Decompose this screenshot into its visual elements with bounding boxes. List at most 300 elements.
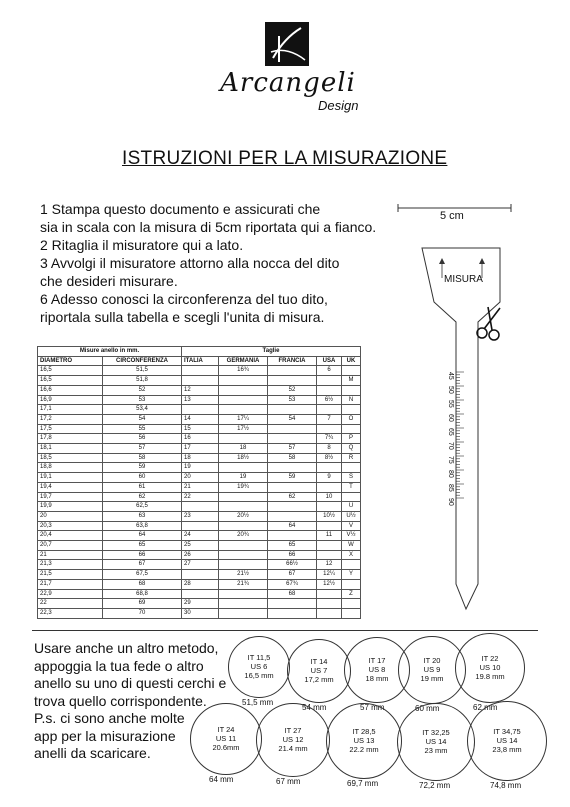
table-cell: O: [342, 414, 361, 424]
table-cell: 53: [103, 395, 182, 405]
circle-us: US 11: [215, 734, 237, 743]
circle-it: IT 14: [310, 657, 328, 666]
ring-size-circle: [256, 703, 330, 777]
ring-size-circle: [467, 701, 547, 781]
table-row: [38, 560, 361, 570]
table-cell: [317, 376, 342, 386]
table-cell: [342, 366, 361, 376]
table-cell: 19: [182, 463, 219, 473]
table-cell: 30: [182, 608, 219, 618]
circle-circumference: 72,2 mm: [419, 781, 451, 790]
table-cell: [182, 589, 219, 599]
table-row: [38, 511, 361, 521]
table-cell: 57: [268, 444, 317, 454]
table-cell: 21,3: [38, 560, 103, 570]
table-cell: 19,1: [38, 473, 103, 483]
table-cell: 65: [103, 541, 182, 551]
table-cell: 21½: [219, 570, 268, 580]
table-cell: 18,8: [38, 463, 103, 473]
circle-circumference: 62 mm: [473, 703, 498, 712]
table-row: [38, 550, 361, 560]
table-cell: 53: [268, 395, 317, 405]
table-cell: [219, 608, 268, 618]
circle-circumference: 69,7 mm: [347, 779, 379, 788]
circle-us: US 8: [368, 665, 386, 674]
column-header: USA: [317, 356, 342, 366]
table-group-header: Misure anello in mm.: [38, 347, 182, 357]
table-cell: [268, 376, 317, 386]
table-cell: 21,5: [38, 570, 103, 580]
table-cell: [317, 405, 342, 415]
table-cell: 64: [103, 531, 182, 541]
table-cell: P: [342, 434, 361, 444]
table-cell: 14: [182, 414, 219, 424]
circle-diam: 23 mm: [424, 746, 448, 755]
table-cell: 18: [219, 444, 268, 454]
ruler-tick-label: 75: [447, 456, 454, 464]
table-cell: 51,8: [103, 376, 182, 386]
table-cell: 17½: [219, 424, 268, 434]
table-cell: [268, 608, 317, 618]
table-cell: 67,5: [103, 570, 182, 580]
table-cell: 51,5: [103, 366, 182, 376]
ruler-tick-label: 50: [447, 386, 454, 394]
circle-circumference: 64 mm: [209, 775, 234, 784]
ring-size-circle: [455, 633, 525, 703]
ruler-tick-label: 80: [447, 470, 454, 478]
table-cell: 6½: [317, 395, 342, 405]
table-cell: 8: [317, 444, 342, 454]
table-cell: 16: [182, 434, 219, 444]
table-row: [38, 405, 361, 415]
table-cell: 13: [182, 395, 219, 405]
table-cell: 52: [268, 385, 317, 395]
table-cell: V: [342, 521, 361, 531]
step-line: 3 Avvolgi il misuratore attorno alla nocca del dito: [40, 255, 340, 271]
ring-size-circle: [190, 703, 262, 775]
table-cell: 22,9: [38, 589, 103, 599]
circle-diam: 21.4 mm: [278, 744, 308, 753]
table-cell: [219, 385, 268, 395]
column-header: FRANCIA: [268, 356, 317, 366]
table-cell: [317, 502, 342, 512]
table-cell: 68: [103, 579, 182, 589]
table-cell: [342, 492, 361, 502]
table-cell: 59: [268, 473, 317, 483]
table-cell: 16,5: [38, 376, 103, 386]
table-cell: 17,1: [38, 405, 103, 415]
table-row: [38, 531, 361, 541]
table-row: [38, 589, 361, 599]
table-cell: 67: [268, 570, 317, 580]
circle-it: IT 28,5: [352, 727, 376, 736]
table-cell: 57: [103, 444, 182, 454]
circle-us: US 6: [250, 662, 268, 671]
table-row: [38, 521, 361, 531]
table-cell: 12¼: [317, 570, 342, 580]
table-cell: U½: [342, 511, 361, 521]
column-header: DIAMETRO: [38, 356, 103, 366]
column-header: UK: [342, 356, 361, 366]
circle-diam: 20.6mm: [212, 743, 240, 752]
table-row: [38, 434, 361, 444]
table-cell: 17,5: [38, 424, 103, 434]
table-cell: 16,9: [38, 395, 103, 405]
step-line: riportala sulla tabella e scegli l'unita di misura.: [40, 309, 325, 325]
ring-size-circle: [228, 636, 290, 698]
table-cell: 66: [103, 550, 182, 560]
table-cell: [317, 550, 342, 560]
table-cell: [317, 589, 342, 599]
table-cell: 62,5: [103, 502, 182, 512]
table-cell: 21: [38, 550, 103, 560]
table-cell: [219, 492, 268, 502]
table-cell: V½: [342, 531, 361, 541]
alt-line: appoggia la tua fede o altro: [34, 657, 204, 674]
table-cell: [219, 463, 268, 473]
table-row: [38, 444, 361, 454]
table-row: [38, 492, 361, 502]
table-cell: [342, 424, 361, 434]
table-cell: 22: [38, 599, 103, 609]
table-cell: 22: [182, 492, 219, 502]
table-cell: R: [342, 453, 361, 463]
table-cell: [317, 541, 342, 551]
table-row: [38, 541, 361, 551]
table-cell: [219, 395, 268, 405]
table-cell: X: [342, 550, 361, 560]
table-cell: 19: [219, 473, 268, 483]
ruler-tick-label: 45: [447, 372, 454, 380]
brand-logo-icon: [265, 22, 309, 66]
ruler-tick-label: 90: [447, 498, 454, 506]
table-cell: [219, 541, 268, 551]
table-cell: 21¾: [219, 579, 268, 589]
size-table: [37, 346, 361, 619]
table-cell: 18,1: [38, 444, 103, 454]
table-cell: 22,3: [38, 608, 103, 618]
table-cell: [219, 599, 268, 609]
circle-diam: 19.8 mm: [475, 672, 505, 681]
table-cell: 19,9: [38, 502, 103, 512]
table-cell: 54: [103, 414, 182, 424]
table-cell: [342, 463, 361, 473]
table-row: [38, 579, 361, 589]
table-cell: [342, 385, 361, 395]
table-cell: 7: [317, 414, 342, 424]
table-row: [38, 366, 361, 376]
circle-diam: 16,5 mm: [244, 671, 274, 680]
step-line: 1 Stampa questo documento e assicurati che: [40, 201, 321, 217]
alt-line: trova quello corrispondente.: [34, 692, 207, 709]
circle-it: IT 20: [423, 656, 441, 665]
table-cell: 63: [103, 511, 182, 521]
table-cell: [219, 376, 268, 386]
circle-us: US 14: [425, 737, 447, 746]
table-cell: W: [342, 541, 361, 551]
table-cell: 55: [103, 424, 182, 434]
table-cell: 67¾: [268, 579, 317, 589]
circle-us: US 12: [282, 735, 304, 744]
table-row: [38, 608, 361, 618]
table-cell: 56: [103, 434, 182, 444]
table-row: [38, 463, 361, 473]
table-cell: N: [342, 395, 361, 405]
table-cell: [317, 608, 342, 618]
table-cell: [268, 599, 317, 609]
table-cell: 20,3: [38, 521, 103, 531]
table-cell: Q: [342, 444, 361, 454]
table-cell: [317, 463, 342, 473]
table-cell: 24: [182, 531, 219, 541]
scale-label: 5 cm: [440, 210, 464, 222]
table-cell: 61: [103, 482, 182, 492]
alt-line: P.s. ci sono anche molte: [34, 710, 185, 726]
table-cell: 20,7: [38, 541, 103, 551]
table-cell: [182, 502, 219, 512]
ring-size-circle: [397, 703, 475, 781]
table-cell: [219, 560, 268, 570]
table-cell: 68: [268, 589, 317, 599]
table-row: [38, 482, 361, 492]
table-cell: [268, 424, 317, 434]
table-cell: 8½: [317, 453, 342, 463]
ruler-tick-label: 65: [447, 428, 454, 436]
ruler-tick-label: 60: [447, 414, 454, 422]
table-cell: 19¾: [219, 482, 268, 492]
circle-us: US 13: [353, 736, 375, 745]
table-cell: T: [342, 482, 361, 492]
instructions: [40, 200, 410, 326]
table-cell: [268, 511, 317, 521]
table-cell: 25: [182, 541, 219, 551]
table-row: [38, 599, 361, 609]
table-cell: 67: [103, 560, 182, 570]
table-cell: 23: [182, 511, 219, 521]
circle-us: US 14: [496, 736, 518, 745]
table-cell: 26: [182, 550, 219, 560]
circle-us: US 10: [479, 663, 501, 672]
table-cell: 17: [182, 444, 219, 454]
table-cell: [268, 434, 317, 444]
table-group-header: Taglie: [182, 347, 361, 357]
table-cell: 18,5: [38, 453, 103, 463]
table-cell: [219, 405, 268, 415]
circle-circumference: 57 mm: [360, 703, 385, 712]
table-cell: 27: [182, 560, 219, 570]
table-cell: [317, 599, 342, 609]
table-cell: [342, 608, 361, 618]
table-row: [38, 395, 361, 405]
scissors-icon: [474, 305, 504, 341]
table-cell: 17,2: [38, 414, 103, 424]
table-cell: 20½: [219, 511, 268, 521]
circle-us: US 7: [310, 666, 328, 675]
table-cell: 63,8: [103, 521, 182, 531]
table-cell: 10: [317, 492, 342, 502]
table-cell: 21,7: [38, 579, 103, 589]
table-row: [38, 502, 361, 512]
table-cell: 66½: [268, 560, 317, 570]
section-divider: [32, 630, 538, 631]
ruler-tick-label: 70: [447, 442, 454, 450]
table-cell: 60: [103, 473, 182, 483]
table-cell: 6: [317, 366, 342, 376]
table-cell: 16,6: [38, 385, 103, 395]
table-cell: [342, 405, 361, 415]
table-cell: [182, 405, 219, 415]
table-cell: 19,4: [38, 482, 103, 492]
circle-diam: 18 mm: [365, 674, 389, 683]
circle-us: US 9: [423, 665, 441, 674]
circle-it: IT 11,5: [247, 653, 271, 662]
table-row: [38, 473, 361, 483]
table-cell: 20: [38, 511, 103, 521]
table-cell: U: [342, 502, 361, 512]
circle-circumference: 67 mm: [276, 777, 301, 786]
table-cell: Z: [342, 589, 361, 599]
ring-sizer-ruler: [420, 244, 520, 614]
table-cell: [182, 366, 219, 376]
circle-circumference: 74,8 mm: [490, 781, 522, 790]
circle-it: IT 27: [284, 726, 302, 735]
ring-size-circle: [326, 703, 402, 779]
table-cell: [317, 424, 342, 434]
circle-diam: 23,8 mm: [492, 745, 522, 754]
table-cell: 59: [103, 463, 182, 473]
table-cell: 15: [182, 424, 219, 434]
table-row: [38, 385, 361, 395]
alt-line: app per la misurazione: [34, 727, 176, 744]
table-cell: 9: [317, 473, 342, 483]
table-row: [38, 453, 361, 463]
column-header: ITALIA: [182, 356, 219, 366]
table-cell: [219, 550, 268, 560]
table-cell: [268, 502, 317, 512]
table-cell: 20¾: [219, 531, 268, 541]
table-cell: 65: [268, 541, 317, 551]
table-cell: [182, 376, 219, 386]
step-line: 6 Adesso conosci la circonferenza del tuo dito,: [40, 291, 328, 307]
table-cell: [182, 570, 219, 580]
ruler-tick-label: 85: [447, 484, 454, 492]
table-cell: 19,7: [38, 492, 103, 502]
table-cell: S: [342, 473, 361, 483]
table-row: [38, 424, 361, 434]
circle-diam: 19 mm: [420, 674, 444, 683]
table-cell: [342, 560, 361, 570]
step-line: che desideri misurare.: [40, 273, 178, 289]
table-cell: 12½: [317, 579, 342, 589]
table-cell: [182, 521, 219, 531]
table-cell: 17,8: [38, 434, 103, 444]
table-cell: 20,4: [38, 531, 103, 541]
circle-it: IT 32,25: [422, 728, 450, 737]
table-cell: 11: [317, 531, 342, 541]
table-cell: [268, 531, 317, 541]
table-cell: 21: [182, 482, 219, 492]
table-cell: 52: [103, 385, 182, 395]
table-cell: [219, 502, 268, 512]
table-cell: 58: [103, 453, 182, 463]
brand-name: Arcangeli: [220, 68, 356, 98]
table-cell: [219, 521, 268, 531]
brand-subtitle: Design: [318, 98, 359, 113]
table-cell: M: [342, 376, 361, 386]
table-row: [38, 570, 361, 580]
table-cell: 10½: [317, 511, 342, 521]
circle-it: IT 22: [481, 654, 499, 663]
column-header: GERMANIA: [219, 356, 268, 366]
table-cell: [342, 599, 361, 609]
table-cell: [219, 434, 268, 444]
table-cell: 16¾: [219, 366, 268, 376]
column-header: CIRCONFERENZA: [103, 356, 182, 366]
step-line: sia in scala con la misura di 5cm riportata qui a fianco.: [40, 219, 377, 235]
table-cell: [268, 482, 317, 492]
table-cell: 62: [268, 492, 317, 502]
ring-size-circle: [287, 639, 351, 703]
table-cell: 68,8: [103, 589, 182, 599]
circle-diam: 17,2 mm: [304, 675, 334, 684]
ruler-tick-label: 55: [447, 400, 454, 408]
table-cell: 28: [182, 579, 219, 589]
table-cell: 53,4: [103, 405, 182, 415]
table-cell: Y: [342, 570, 361, 580]
table-cell: 20: [182, 473, 219, 483]
circle-diam: 22.2 mm: [349, 745, 379, 754]
table-cell: 18: [182, 453, 219, 463]
table-cell: [219, 589, 268, 599]
table-row: [38, 414, 361, 424]
table-cell: [268, 366, 317, 376]
table-cell: 64: [268, 521, 317, 531]
table-cell: 66: [268, 550, 317, 560]
table-cell: 62: [103, 492, 182, 502]
table-cell: [317, 521, 342, 531]
circle-it: IT 24: [217, 725, 235, 734]
table-cell: 54: [268, 414, 317, 424]
table-cell: [268, 463, 317, 473]
table-cell: [317, 385, 342, 395]
circle-it: IT 34,75: [493, 727, 521, 736]
table-cell: 12: [182, 385, 219, 395]
table-cell: 17¼: [219, 414, 268, 424]
circle-circumference: 60 mm: [415, 704, 440, 713]
alt-line: anelli da scaricare.: [34, 745, 151, 761]
circle-circumference: 51,5 mm: [242, 698, 274, 707]
table-cell: 69: [103, 599, 182, 609]
alt-line: anello su uno di questi cerchi e: [34, 675, 227, 691]
page-title: ISTRUZIONI PER LA MISURAZIONE: [122, 148, 448, 169]
table-cell: 29: [182, 599, 219, 609]
table-cell: 16,5: [38, 366, 103, 376]
table-cell: 18½: [219, 453, 268, 463]
table-cell: 7¾: [317, 434, 342, 444]
table-cell: 58: [268, 453, 317, 463]
ruler-label: MISURA: [444, 274, 483, 285]
table-cell: 12: [317, 560, 342, 570]
table-cell: [268, 405, 317, 415]
circle-circumference: 54 mm: [302, 703, 327, 712]
table-cell: [317, 482, 342, 492]
circle-it: IT 17: [368, 656, 386, 665]
table-row: [38, 376, 361, 386]
table-cell: 70: [103, 608, 182, 618]
step-line: 2 Ritaglia il misuratore qui a lato.: [40, 237, 244, 253]
table-cell: [342, 579, 361, 589]
alt-line: Usare anche un altro metodo,: [34, 640, 219, 656]
